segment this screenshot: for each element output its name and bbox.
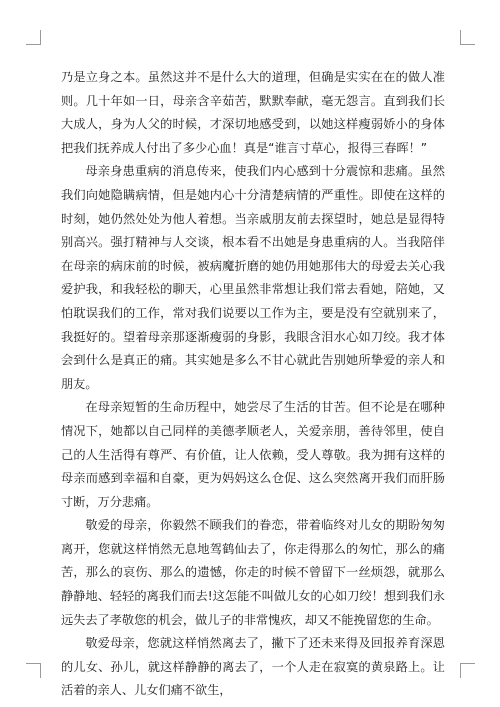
crop-mark-bottom-right (460, 663, 475, 678)
document-body (61, 66, 445, 703)
paragraph-5: 敬爱母亲，您就这样悄然离去了，撇下了还未来得及回报养育深恩的儿女、孙儿，就这样静静的离去了，一个人走在寂寞的黄泉路上。让活着的亲人、儿女们痛不欲生， (61, 636, 445, 698)
crop-mark-top-left (26, 30, 41, 45)
paragraph-2: 母亲身患重病的消息传来，使我们内心感到十分震惊和悲痛。虽然我们向她隐瞒病情，但是她内心十分清楚病情的严重性。即使在这样的时刻，她仍然处处为他人着想。当亲戚朋友前去探望时，她总是显得特别高兴。强打精神与人交谈，根本看不出她是身患重病的人。当我陪伴在母亲的病床前的时候，被病魔折磨的她仍用她那伟大的母爱去关心我爱护我，和我轻松的聊天，心里虽然非常想让我们常去看她，陪她，又怕耽误我们的工作，常对我们说要以工作为主，要是没有空就别来了，我挺好的。望着母亲那逐渐瘦弱的身影，我眼含泪水心如刀绞。我才体会到什么是真正的痛。其实她是多么不甘心就此告别她所挚爱的亲人和朋友。 (61, 164, 445, 391)
crop-mark-top-right (460, 30, 475, 45)
paragraph-4: 敬爱的母亲，你毅然不顾我们的眷恋，带着临终对儿女的期盼匆匆离开，您就这样悄然无息地驾鹤仙去了，你走得那么的匆忙，那么的痛苦，那么的哀伤、那么的遗憾，你走的时候不曾留下一丝烦怨，就那么静静地、轻轻的离我们而去!这怎能不叫做儿女的心如刀绞！想到我们永远失去了孝敬您的机会，做儿子的非常愧疚，却又不能挽留您的生命。 (61, 518, 445, 627)
paragraph-1: 乃是立身之本。虽然这并不是什么大的道理，但确是实实在在的做人准则。几十年如一日，母亲含辛茹苦，默默奉献，毫无怨言。直到我们长大成人，身为人父的时候，才深切地感受到，以她这样瘦弱娇小的身体把我们抚养成人付出了多少心血！真是“谁言寸草心，报得三春晖！” (61, 70, 445, 155)
crop-mark-bottom-left (26, 663, 41, 678)
paragraph-3: 在母亲短暂的生命历程中，她尝尽了生活的甘苦。但不论是在哪种情况下，她都以自己同样的美德孝顺老人，关爱亲朋，善待邻里，使自己的人生活得有尊严、有价值，让人依赖，受人尊敬。我为拥有这样的母亲而感到幸福和自豪，更为妈妈这么仓促、这么突然离开我们而肝肠寸断，万分悲痛。 (61, 400, 445, 509)
